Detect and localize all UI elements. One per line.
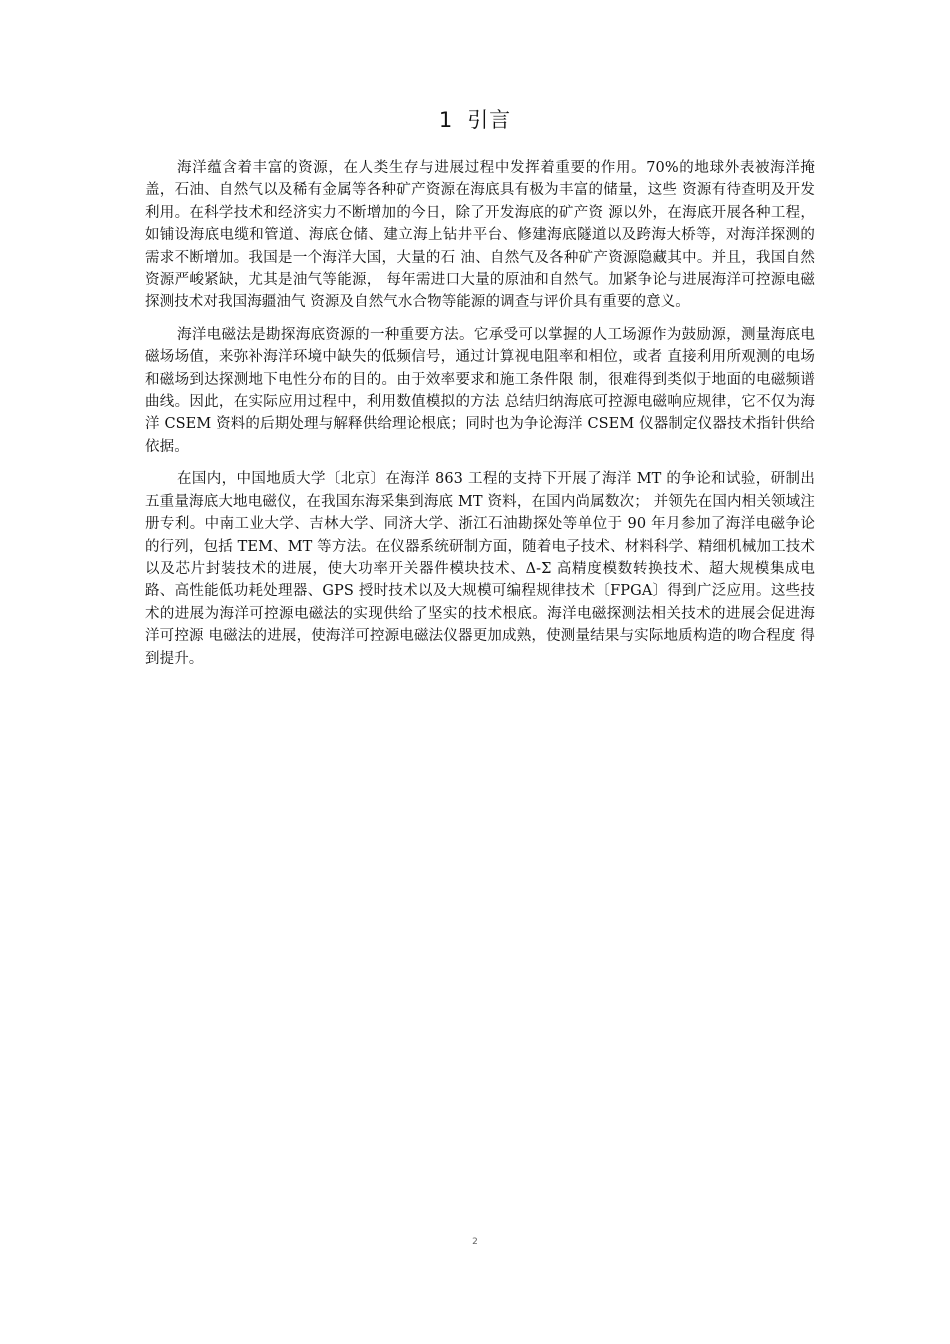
paragraph-domestic-research: 在国内，中国地质大学〔北京〕在海洋 863 工程的支持下开展了海洋 MT 的争论和试验，研制出五重量海底大地电磁仪，在我国东海采集到海底 MT 资料，在国内尚属数次； 并领先在国内相关领域注册专利。中南工业大学、吉林大学、同济大学、浙江石油勘探处等单位于 90 年月参加了海洋电磁争论的行列，包括 TEM、MT 等方法。在仪器系统研制方面，随着电子技术、材料科学、精细机械加工技术以及芯片封装技术的进展，使大功率开关器件模块技术、Δ-Σ 高精度模数转换技术、超大规模集成电路、高性能低功耗处理器、GPS 授时技术以及大规模可编程规律技术〔FPGA〕得到广泛应用。这些技术的进展为海洋可控源电磁法的实现供给了坚实的技术根底。海洋电磁探测法相关技术的进展会促进海洋可控源 电磁法的进展，使海洋可控源电磁法仪器更加成熟，使测量结果与实际地质构造的吻合程度 得到提升。 bbox=[145, 471, 815, 667]
section-heading bbox=[0, 104, 950, 134]
paragraph-intro: 海洋蕴含着丰富的资源，在人类生存与进展过程中发挥着重要的作用。70%的地球外表被海洋掩盖，石油、自然气以及稀有金属等各种矿产资源在海底具有极为丰富的储量，这些 资源有待查明及开发利用。在科学技术和经济实力不断增加的今日，除了开发海底的矿产资 源以外，在海底开展各种工程，如铺设海底电缆和管道、海底仓储、建立海上钻井平台、修建海底隧道以及跨海大桥等，对海洋探测的需求不断增加。我国是一个海洋大国，大量的石 油、自然气及各种矿产资源隐藏其中。并且，我国自然资源严峻紧缺，尤其是油气等能源， 每年需进口大量的原油和自然气。加紧争论与进展海洋可控源电磁探测技术对我国海疆油气 资源及自然气水合物等能源的调查与评价具有重要的意义。 bbox=[145, 160, 815, 311]
section-title: 引言 bbox=[467, 108, 512, 132]
paragraph-marine-em-method: 海洋电磁法是勘探海底资源的一种重要方法。它承受可以掌握的人工场源作为鼓励源，测量海底电磁场场值，来弥补海洋环境中缺失的低频信号，通过计算视电阻率和相位，或者 直接利用所观测的电场和磁场到达探测地下电性分布的目的。由于效率要求和施工条件限 制，很难得到类似于地面的电磁频谱曲线。因此，在实际应用过程中，利用数值模拟的方法 总结归纳海底可控源电磁响应规律，它不仅为海洋 CSEM 资料的后期处理与解释供给理论根底；同时也为争论海洋 CSEM 仪器制定仪器技术指针供给依据。 bbox=[145, 326, 815, 455]
body-text bbox=[145, 157, 815, 680]
section-number: 1 bbox=[438, 108, 454, 132]
page-number: 2 bbox=[472, 1237, 478, 1247]
